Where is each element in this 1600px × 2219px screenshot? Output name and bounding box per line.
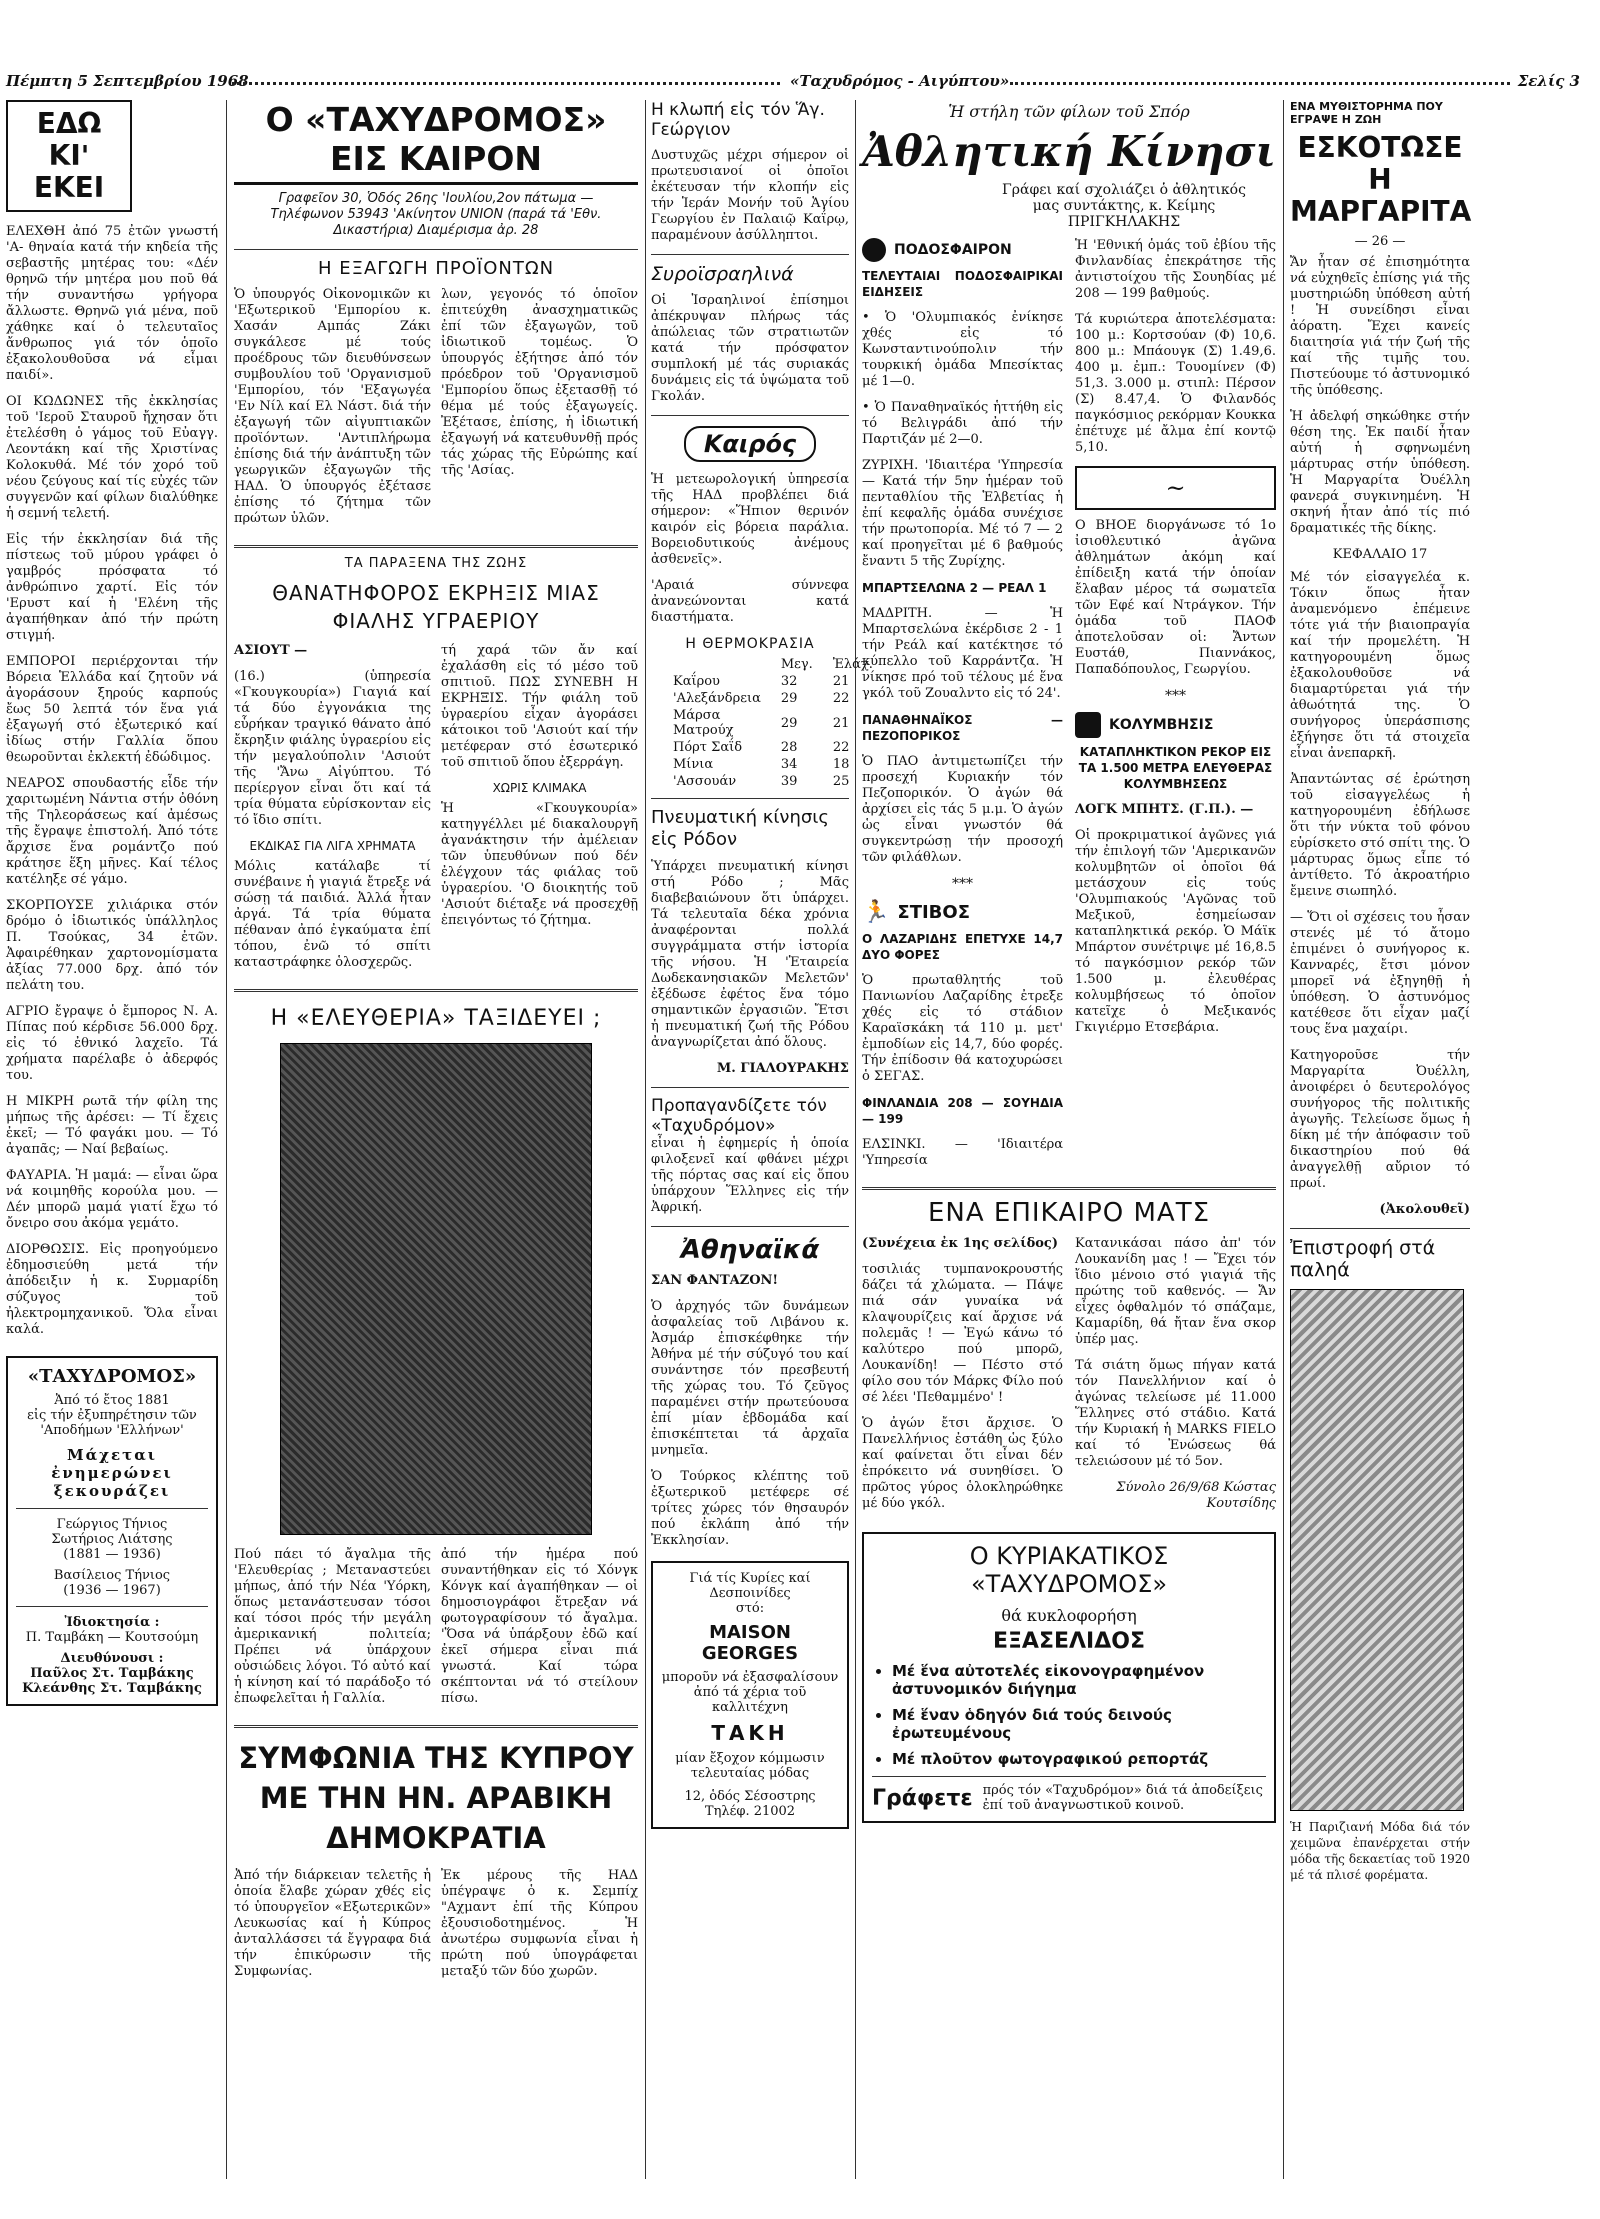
temp-city: 'Αλεξάνδρεια bbox=[673, 691, 761, 706]
masthead-title: Ο «ΤΑΧΥΔΡΟΜΟΣ» ΕΙΣ ΚΑΙΡΟΝ bbox=[234, 100, 638, 185]
article-text: Ἡ «Γκουγκουρία» κατηγγέλλει μέ διακαλουργῆ ἀγανάκτησιν τήν ἀμέλειαν τῶν ὑπευθύνων πού δέν ἐλέγχουν τάς φιάλας τοῦ ὑγραερίου. 'Ο διοικητής τοῦ 'Ασιούτ διέταξε νά προσεχθῇ ἐπειγόντως τό ζήτημα. bbox=[441, 801, 638, 928]
chapter-label: ΚΕΦΑΛΑΙΟ 17 bbox=[1332, 547, 1428, 562]
gas-article bbox=[234, 643, 638, 981]
ad-text: μίαν ἔξοχον κόμμωσιν τελευταίας μόδας bbox=[675, 1751, 825, 1781]
sports-title: Ἀθλητική Κίνησι bbox=[862, 127, 1276, 176]
publisher-since: Ἀπό τό ἔτος 1881 bbox=[54, 1393, 170, 1408]
serial-kicker: ΕΝΑ ΜΥΘΙΣΤΟΡΗΜΑ ΠΟΥ ΕΓΡΑΨΕ Η ΖΩΗ bbox=[1290, 100, 1443, 126]
sports-kicker: Ἡ στήλη τῶν φίλων τοῦ Σπόρ bbox=[948, 102, 1190, 121]
match-result: ΦΙΝΛΑΝΔΙΑ 208 — ΣΟΥΗΔΙΑ — 199 bbox=[862, 1096, 1063, 1126]
swimmer-icon bbox=[1075, 712, 1101, 738]
author-name: Μ. ΓΙΑΛΟΥΡΑΚΗΣ bbox=[716, 1061, 849, 1076]
news-item: ΑΓΡΙΟ ἔγραψε ὁ ἔμπορος Ν. Α. Πίπας πού κέρδισε 56.000 δρχ. εἰς τό ἐθνικό λαχεῖο. Τά χρήματα παρέλαβε ὁ ἀδερφός του. bbox=[6, 1004, 218, 1083]
section-label: ΠΟΔΟΣΦΑΙΡΟΝ bbox=[894, 242, 1012, 258]
article-text: Ὁ ὑπουργός Οἰκονομικῶν κι 'Εξωτερικοῦ 'Εμπορίου κ. Χασάν Αμπάς Ζάκι συγκάλεσε μέ τούς προέδρους τῶν διευθύνσεων συμβουλίου τοῦ 'Οργανισμοῦ 'Εμπορίου, τόν 'Εξαγωγέα 'Εν Νίλ καί Ελ Νάστ. διά τήν ἐξαγωγή τῶν αἰγυπτιακῶν προϊόντων. 'Αντιπλήρωμα ἐπίσης διά τήν ἀνάπτυξη τῶν γεωργικῶν ἐξαγωγῶν τῆς ΗΑΔ. Ὁ ὑπουργός ἐξέτασε ἐπίσης τό ζήτημα τῶν πρώτων ὑλῶν. bbox=[234, 287, 431, 526]
temp-city: 'Ασσουάν bbox=[673, 774, 737, 789]
headline-cyprus-agreement: ΣΥΜΦΩΝΙΑ ΤΗΣ ΚΥΠΡΟΥ ΜΕ ΤΗΝ ΗΝ. ΑΡΑΒΙΚΗ ΔΗΜΟΚΡΑΤΙΑ bbox=[238, 1741, 634, 1855]
table-row bbox=[663, 690, 883, 707]
ad-feature-list bbox=[872, 1662, 1266, 1768]
ad-text: Γιά τίς Κυρίες καί Δεσποινίδες bbox=[689, 1571, 811, 1601]
publisher-mission: εἰς τήν ἐξυπηρέτησιν τῶν 'Αποδήμων 'Ελλήνων' bbox=[27, 1408, 197, 1438]
match-result: ΜΠΑΡΤΣΕΛΩΝΑ 2 — ΡΕΑΛ 1 bbox=[862, 581, 1047, 595]
headline-rhodes: Πνευματική κίνησις εἰς Ρόδον bbox=[651, 807, 829, 850]
headline-match: ΕΝΑ ΕΠΙΚΑΙΡΟ ΜΑΤΣ bbox=[927, 1198, 1210, 1228]
ad-address: 12, ὁδός Σέσοστρης bbox=[684, 1789, 816, 1804]
temp-min: 22 bbox=[832, 691, 850, 706]
article-text: εἶναι ἡ ἐφημερίς ἡ ὁποία φιλοξενεῖ καί φθάνει μέχρι τῆς πόρτας σας καί εἰς ὅπου ὑπάρχουν Ἕλληνες εἰς τήν Ἀφρική. bbox=[651, 1136, 849, 1215]
news-item: ΔΙΟΡΘΩΣΙΣ. Εἰς προηγούμενο ἐδημοσιεύθη μετά τήν ἀπόδειξιν ἡ κ. Συρμαρίδη σύζυγος τοῦ ἠλεκτρομηχανικοῦ. Ὅλα εἶναι καλά. bbox=[6, 1242, 218, 1337]
fashion-photo bbox=[1290, 1289, 1464, 1811]
table-row bbox=[663, 773, 883, 790]
founder-name: Γεώργιος Τήνιος bbox=[56, 1517, 168, 1532]
subheading: ΧΩΡΙΣ ΚΛΙΜΑΚΑ bbox=[492, 781, 587, 795]
hairdresser-ad bbox=[651, 1561, 849, 1829]
article-text: Ἡ 'Εθνική ὁμάς τοῦ ἐβίου τῆς Φινλανδίας ἐπεκράτησε τῆς ἀντιστοίχου τῆς Σουηδίας μέ 208 — 199 βαθμούς. bbox=[1075, 238, 1276, 301]
directors-label: Διευθύνουσι : bbox=[60, 1651, 164, 1666]
subheading: Ο ΛΑΖΑΡΙΔΗΣ ΕΠΕΤΥΧΕ 14,7 ΔΥΟ ΦΟΡΕΣ bbox=[862, 932, 1063, 962]
weather-logo bbox=[651, 426, 849, 462]
article-text: λων, γεγονός τό ὁποῖον ἐπιτεύχθη ἀνασχηματικῶς ἐπί τῶν ἐξαγωγῶν, τοῦ ἰδιωτικοῦ τομέως. Ὁ ὑπουργός ἐξήτησε ἀπό τόν πρόεδρον τοῦ 'Οργανισμοῦ 'Εμπορίου ὅπως ἐξετασθῇ τό θέμα μέ τούς ἐξαγωγείς. Ἐξέτασε, ἐπίσης, ἡ ἰδιωτική ἐξαγωγή νά κατευθυνθῇ πρός τάς χώρας τῆς Εὐρώπης καί τῆς 'Ασίας. bbox=[441, 287, 638, 478]
table-row bbox=[663, 673, 883, 690]
article-text: ΜΑΔΡΙΤΗ. — Ἡ Μπαρτσελώνα ἐκέρδισε 2 - 1 τήν Ρεάλ καί κατέκτησε τό κύπελλο τοῦ Καρράντζα. Ἡ νίκησε πρό τοῦ τέλους μέ ἕνα γκόλ τοῦ Ζουαλντο εἰς τό 24'. bbox=[862, 606, 1063, 701]
issue-date: Πέμπτη 5 Σεπτεμβρίου 1968 bbox=[6, 72, 249, 90]
article-text: Κατανικάσαι πάσο ἀπ' τόν Λουκανίδη μας ! — Ἔχει τόν ἴδιο μένοιο στό γιαγιά τῆς πρώτης τοῦ καθενός. — Ἄν εἶχες ὀφθαλμόν τό σπάζαμε, Καμαρίδη, θά ἤταν ἕνα σκορ ὑπέρ μας. bbox=[1075, 1236, 1276, 1347]
article-text: Ἀπαντώντας σέ ἐρώτηση τοῦ εἰσαγγελέως ἡ κατηγορουμένη ἐδήλωσε ὅτι τήν νύκτα τοῦ φόνου εὑρίσκετο στό σπίτι της. Ὁ μάρτυρας ὅμως εἶπε τό ἀντίθετο. Τό ἀκροατήριο ἔμεινε σιωπηλό. bbox=[1290, 772, 1470, 899]
article-text: Ο ΒΗΟΕ διοργάνωσε τό 1ο ἰσιοθλευτικό ἀγῶνα ἀθλημάτων ἀκόμη καί ἐπίδειξη κατά τήν ὁποίαν ἔλαβαν μέρος τά σωματεῖα τῶν Εφέ καί Ντράγκον. Τήν ὁμάδα τοῦ ΠΑΟΦ ἀποτελοῦσαν οἱ: Ἄντων Ευστάθ, Πιαννάκος, Παπαδόπουλος, Γεωργίου. bbox=[1075, 518, 1276, 677]
football-icon bbox=[862, 238, 886, 262]
write-label: Γράφετε bbox=[872, 1785, 973, 1811]
temp-max: 32 bbox=[780, 674, 798, 689]
match-article bbox=[862, 1236, 1276, 1522]
sports-byline: Γράφει καί σχολιάζει ὁ ἀθλητικός μας συντάκτης, κ. Κείμης ΠΡΙΓΚΗΛΑΚΗΣ bbox=[1002, 182, 1246, 230]
headline-exports: Η ΕΞΑΓΩΓΗ ΠΡΟΪΟΝΤΩΝ bbox=[317, 258, 555, 279]
publisher-box bbox=[6, 1356, 218, 1706]
news-item: ΝΕΑΡΟΣ σπουδαστής εἶδε τήν χαριτωμένη Νάντια στήν ὀθόνη τῆς Τηλεοράσεως καί ἀμέσως τῆς ἔγραψε ἐπιστολή. Ἀπό τότε ἄρχισε ἕνα ρομάντζο πού κράτησε ἕξη μῆνες. Καί τέλος κατέληξε σέ γάμο. bbox=[6, 776, 218, 887]
news-item: ΣΚΟΡΠΟΥΣΕ χιλιάρικα στόν δρόμο ὁ ἰδιωτικός ὑπάλληλος Π. Τσούκας, 34 ἐτῶν. Ἀφαιρέθηκαν χαρτονομίσματα ἀξίας 77.000 δρχ. ἀπό τόν πελάτη του. bbox=[6, 898, 218, 993]
article-text: Ἡ ἀδελφή σηκώθηκε στήν θέση της. Ἐκ παιδί ἦταν αὐτή ἡ σφηνωμένη μάρτυρας στήν ὑπόθεση. Ἡ Μαργαρίτα Ὀυέλλη φανερά συγκινημένη. Ἡ σκηνή ἦταν ἀπό τίς πιό δραματικές τῆς δίκης. bbox=[1290, 409, 1470, 536]
article-text: Ὁ ἀγών ἔτσι ἄρχισε. Ὁ Πανελλήνιος ἐστάθη ὡς ξύλο καί φαίνεται ὅτι εἶναι δέν ἐπρόκειτο νά συνηθίσει. Ὁ πρῶτος γύρος ὁλοκληρώθηκε μέ δύο γκόλ. bbox=[862, 1416, 1063, 1511]
column-edo-ki-ekei bbox=[6, 100, 218, 2180]
temp-min: 21 bbox=[832, 715, 850, 731]
publisher-box-title: «ΤΑΧΥΔΡΟΜΟΣ» bbox=[27, 1366, 197, 1387]
article-text: ΖΥΡΙΧΗ. 'Ιδιαιτέρα 'Υπηρεσία — Κατά τήν 5ην ἡμέραν τοῦ πενταθλίου τῆς Ἑλβετίας ἡ ἐπί κεφαλῆς ὁμάδα συνέχισε τήν πρωτοπορία. Μέ τό 7 — 2 καί προηγεῖται μέ 6 βαθμούς ἔναντι 5 τῆς Ζυρίχης. bbox=[862, 458, 1063, 569]
news-item: ΕΛΕΧΘΗ ἀπό 75 ἐτῶν γνωστή 'Α- θηναία κατά τήν κηδεία τῆς σεβαστῆς μητέρας του: «Δέν θρηνῶ τήν μητέρα μου ποῦ θά τήν συναντήσω γρήγορα ἄλλωστε. Θρηνῶ γιά μένα, ποῦ χάθηκε καί ὁ τελευταῖος ἄνθρωπος γιά τόν ὁποῖο ἐξακολουθοῦσα νά εἶμαι παιδί». bbox=[6, 224, 218, 383]
article-text: Ὁ ἀρχηγός τῶν δυνάμεων ἀσφαλείας τοῦ Λιβάνου κ. Ἀσμάρ ἐπισκέφθηκε τήν Ἀθήνα μέ τήν σύζυγό του καί συνάντησε τόν πρεσβευτή τῆς χώρας του. Τό ζεῦγος παραμένει στήν πρωτεύουσα ἐπί μίαν ἑβδομάδα καί ἐπισκέπτεται τά ἀρχαῖα μνημεῖα. bbox=[651, 1299, 849, 1458]
founder-name: Βασίλειος Τήνιος bbox=[53, 1568, 171, 1583]
header-rule-right bbox=[1010, 82, 1510, 85]
column-rule bbox=[645, 100, 646, 2179]
ad-shop-name: MAISON GEORGES bbox=[701, 1622, 799, 1664]
temp-min: 18 bbox=[832, 757, 850, 772]
article-text: Πού πάει τό ἄγαλμα τῆς 'Ελευθερίας ; Μεταναστεύει μήπως, ἀπό τήν Νέα 'Υόρκη, ὅπως μετανάστευσαν τόσοι καί τόσοι πρός τήν μεγάλη ἀμερικανική πολιτεία; Πρέπει νά ὑπάρχουν οὐσιώδεις λόγοι. Τό αὐτό καί ἡ κίνηση καί τό παράδοξο τό ἐπωφελεῖται ἡ Γαλλία. bbox=[234, 1547, 431, 1706]
ad-text: πρός τόν «Ταχυδρόμον» διά τά ἀποδείξεις ἐπί τοῦ ἀναγνωστικοῦ κοινοῦ. bbox=[982, 1783, 1263, 1813]
column-briefs bbox=[651, 100, 873, 2180]
table-row bbox=[663, 739, 883, 756]
signature: Σύνολο 26/9/68 Κώστας Κουτσίδης bbox=[1116, 1480, 1276, 1511]
to-be-continued: (Ἀκολουθεῖ) bbox=[1379, 1202, 1470, 1217]
weather-title: Καιρός bbox=[684, 426, 816, 462]
article-text: τή χαρά τῶν ἄν καί ἐχαλάσθη εἰς τό μέσο τοῦ σπιτιοῦ. ΠΩΣ ΣΥΝΕΒΗ Η ΕΚΡΗΞΙΣ. Τήν φιάλη τοῦ ὑγραερίου εἶχαν ἀγοράσει κάτοικοι τοῦ 'Ασιούτ καί τήν μετέφεραν στό ἐσωτερικό τοῦ σπιτιοῦ ὅπου ἐξερράγη. bbox=[441, 643, 638, 770]
section-label: ΣΤΙΒΟΣ bbox=[897, 902, 970, 923]
article-text: Τά κυριώτερα ἀποτελέσματα: 100 μ.: Κορτσούαν (Φ) 10,6. 800 μ.: Μπάουγκ (Σ) 1.49,6. 400 μ. ἐμπ.: Τουομίνεν (Φ) 51,3. 3.000 μ. στιπλ: Πέρσον (Σ) 8.47,4. Ὁ Φιλανδός παγκόσμιος ρεκόρμαν Κουκκα ἐπέτυχε μέ ἄλμα ἐπί κοντῷ 5,10. bbox=[1075, 312, 1276, 455]
founder-years: (1881 — 1936) bbox=[63, 1547, 161, 1562]
liberty-article bbox=[234, 1547, 638, 1717]
table-row bbox=[663, 756, 883, 773]
swimming-banner: ~ bbox=[1075, 466, 1276, 510]
article-text: Ἡ μετεωρολογική ὑπηρεσία τῆς ΗΑΔ προβλέπει διά σήμερον: «Ἥπιον θερινόν καιρόν εἰς βόρεια παράλια. Βορειοδυτικούς ἀνέμους ἀσθενεῖς». bbox=[651, 472, 849, 567]
runner-icon: 🏃 bbox=[862, 900, 890, 925]
photo-caption: Ἡ Παριζιανή Μόδα διά τόν χειμῶνα ἐπανέρχεται στήν μόδα τῆς δεκαετίας τοῦ 1920 μέ τά πλισέ φορέματα. bbox=[1290, 1820, 1470, 1882]
temp-min: 25 bbox=[832, 774, 850, 789]
ad-text: μποροῦν νά ἐξασφαλίσουν ἀπό τά χέρια τοῦ καλλιτέχνη bbox=[661, 1670, 839, 1715]
statue-photo bbox=[280, 1043, 592, 1535]
article-text: • Ὁ 'Ολυμπιακός ἐνίκησε χθές εἰς τό Κωνσταντινούπολιν τήν τουρκική ὁμάδα Μπεσίκτας μέ 1—0. bbox=[862, 310, 1063, 389]
article-text: Ὑπάρχει πνευματική κίνησι στή Ρόδο ; Μᾶς διαβεβαιώνουν ὅτι ὑπάρχει. Τά τελευταῖα δέκα χρόνια ἀναφέρονται πολλά συγγράμματα στήν ἱστορία τῆς νήσου. Ἡ 'Ἑταιρεία Δωδεκανησιακῶν Μελετῶν' ἐξέδωσε ἐφέτος ἕνα τόμο σημαντικῶν ἐργασιῶν. Ἔτσι ἡ πνευματική ζωή τῆς Ρόδου ἀναγνωρίζεται ἀπό ὅλους. bbox=[651, 859, 849, 1050]
publisher-motto: Μάχεται ἐνημερώνει ξεκουράζει bbox=[51, 1446, 173, 1500]
column-header: Μεγ. bbox=[780, 657, 813, 672]
article-text: ἀπό τήν ἡμέρα πού συναντήθηκαν εἰς τό Χόνγκ Κόνγκ καί ἀγαπήθηκαν — οἱ δημοσιογράφοι ἔτρεξαν νά φωτογραφίσουν τό ἄγαλμα. 'Ὅσα νά ὑπάρξουν ἐδῶ καί ἐκεῖ σήμερα εἶναι πιά γνωστά. Καί τώρα σκέπτονται νά τό στείλουν πίσω. bbox=[441, 1547, 638, 1706]
headline-syria-israel: Συροϊσραηλινά bbox=[651, 263, 794, 285]
ad-text: στό: bbox=[735, 1601, 765, 1616]
exports-article bbox=[234, 287, 638, 537]
director-name: Παῦλος Στ. Ταμβάκης bbox=[30, 1666, 194, 1681]
column-rule bbox=[855, 100, 856, 2179]
headline-athens: Ἀθηναϊκά bbox=[680, 1235, 820, 1265]
section-title-box: ΕΔΩ ΚΙ' ΕΚΕΙ bbox=[6, 100, 132, 212]
photo-headline: Ἐπιστροφή στά παληά bbox=[1290, 1237, 1436, 1281]
temp-max: 39 bbox=[780, 774, 798, 789]
temp-city: Μίνια bbox=[673, 757, 714, 772]
sunday-edition-ad bbox=[862, 1532, 1276, 1823]
owner-name: Π. Ταμβάκη — Κουτσούμη bbox=[25, 1630, 199, 1645]
article-text: Κατηγοροῦσε τήν Μαργαρίτα Ὀυέλλη, ἀνοιφέρει ὁ δευτερολόγος συνήγορος τῆς πολιτικῆς ἀγωγῆς. Τελείωσε ὅμως ἡ δίκη μέ τήν ἀπόφασιν τοῦ δικαστηρίου πού θά ἀναγγελθῇ αὔριον τό πρωί. bbox=[1290, 1048, 1470, 1191]
article-text: — Ὅτι οἱ σχέσεις του ἦσαν στενές μέ τό ἄτομο ἐπιμένει ὁ συνήγορος κ. Κανναρές, ἔτσι μόνον μπορεῖ νά ἐξηγηθῇ ἡ ὑπόθεση. Ὁ ἀστυνόμος κατέθεσε ὅτι εἶχαν μαζί τους ἕνα μαχαίρι. bbox=[1290, 910, 1470, 1037]
news-item: Η ΜΙΚΡΗ ρωτᾶ τήν φίλη της μήπως τῆς ἀρέσει: — Τί ἔχεις ἐκεῖ; — Τό φαγάκι μου. — Τό ἀγαπᾶς; — Ναί βεβαίως. bbox=[6, 1094, 218, 1157]
match-title: ΠΑΝΑΘΗΝΑΪΚΟΣ — ΠΕΖΟΠΟΡΙΚΟΣ bbox=[862, 713, 1063, 743]
news-item: ΟΙ ΚΩΔΩΝΕΣ τῆς ἐκκλησίας τοῦ 'Ιεροῦ Σταυροῦ ἤχησαν ὅτι ἐτελέσθη ὁ γάμος τοῦ Εὐαγγ. Λεοντάκη καί τῆς Χριστίνας Κολοκυθά. Μέ τόν χορό τοῦ νέου ζεύγους καί τίς εὐχές τῶν συγγενῶν καί φίλων διαλύθηκε ἡ σεμνή τελετή. bbox=[6, 394, 218, 521]
article-text: Μόλις κατάλαβε τί συνέβαινε ἡ γιαγιά ἔτρεξε νά σώσῃ τά παιδιά. Ἀλλά ἦταν ἀργά. Τά τρία θύματα πέθαναν ἀπό ἐγκαύματα ἐπί τόπου, ἐνῶ τό σπίτι καταστράφηκε ὁλοσχερῶς. bbox=[234, 859, 431, 970]
column-rule bbox=[226, 100, 227, 2179]
article-text: Οἱ Ἰσραηλινοί ἐπίσημοι ἀπέκρυψαν πλήρως τάς ἀπώλειας τῶν στρατιωτῶν κατά τήν πρόσφατον συμπλοκή μέ τάς συριακάς δυνάμεις εἰς τά ὑψώματα τοῦ Γκολάν. bbox=[651, 293, 849, 404]
article-text: τοσιλιάς τυμπανοκρουστής δάζει τά χλώματα. — Πάψε πιά σάν γυναίκα νά κλαψουρίζεις καί ἄρχισε νά πολεμᾶς ! — Ἐγώ κάνω τό καλύτερο πού μπορῶ, Λουκανίδη! — Πέστο στό φίλο σου τόν Μάρκς Φίλο πού σέ λέει 'Πεθαμμένο' ! bbox=[862, 1262, 1063, 1405]
ad-pages: ΕΞΑΣΕΛΙΔΟΣ bbox=[993, 1629, 1145, 1654]
owner-label: Ἰδιοκτησία : bbox=[64, 1615, 160, 1630]
article-text: Ὁ ΠΑΟ ἀντιμετωπίζει τήν προσεχή Κυριακήν τόν Πεζοπορικόν. Ὁ ἀγών θά ἀρχίσει εἰς τάς 5 μ.μ. Ὁ ἀγών ὡς εἶναι γνωστόν θά συγκεντρώσῃ τήν προσοχή τῶν φιλάθλων. bbox=[862, 754, 1063, 865]
article-text: Ὁ πρωταθλητής τοῦ Πανιωνίου Λαζαρίδης ἐτρεξε χθές εἰς τό στάδιον Καραϊσκάκη τά 110 μ. μετ' ἐμποδίων εἰς 14,7, δύο φορές. Τήν ἐπίδοσιν θά κατοχυρώσει ὁ ΣΕΓΑΣ. bbox=[862, 973, 1063, 1084]
headline-liberty-travels: Η «ΕΛΕΥΘΕΡΙΑ» ΤΑΞΙΔΕΥΕΙ ; bbox=[270, 1006, 602, 1031]
article-text: Ἐκ μέρους τῆς ΗΑΔ ὑπέγραψε ὁ κ. Σεμπίχ "Αχμαντ ἐπί τῆς Κύπρου ἐξουσιοδοτημένος. Ἡ ἀνωτέρω συμφωνία εἶναι ἡ πρώτη πού ὑπογράφεται μεταξύ τῶν δύο χωρῶν. bbox=[441, 1868, 638, 1979]
header-rule-left bbox=[232, 82, 780, 85]
temp-max: 34 bbox=[780, 757, 798, 772]
headline-gas-explosion: ΘΑΝΑΤΗΦΟΡΟΣ ΕΚΡΗΞΙΣ ΜΙΑΣ ΦΙΑΛΗΣ ΥΓΡΑΕΡΙΟΥ bbox=[272, 581, 600, 633]
table-row bbox=[663, 656, 883, 673]
running-header bbox=[0, 70, 1600, 96]
kicker-strange-life: ΤΑ ΠΑΡΑΞΕΝΑ ΤΗΣ ΖΩΗΣ bbox=[344, 556, 528, 571]
paper-name: «Ταχυδρόμος - Αιγύπτου» bbox=[790, 72, 1010, 90]
news-item: Εἰς τήν ἐκκλησίαν διά τῆς πίστεως τοῦ μύρου γράφει ὁ γαμβρός πρόσφατα τό ἀνθρώπινο χαρτί. Εἰς τόν 'Ερυστ καί ἡ 'Ελένη τῆς ἀγαπήθηκαν ἀπό τήν πρώτη στιγμή. bbox=[6, 532, 218, 643]
article-text: Τά σιάτη ὅμως πήγαν κατά τόν Πανελλήνιον καί ὁ ἀγώνας τελείωσε μέ 11.000 Ἕλληνες στό στάδιο. Κατά τήν Κυριακή ἡ MARKS FIELO καί τό Ἐνώσεως θά τελειώσουν μέ τό 5ον. bbox=[1075, 1358, 1276, 1469]
sports-top: ΠΟΔΟΣΦΑΙΡΟΝ ΤΕΛΕΥΤΑΙΑΙ ΠΟΔΟΣΦΑΙΡΙΚΑΙ ΕΙΔΗΣΕΙΣ • Ὁ 'Ολυμπιακός ἐνίκησε χθές εἰς τό Κωνσταντινούπολιν τήν τουρκική ὁμάδα Μπεσίκτας μέ 1—0. • Ὁ Παναθηναϊκός ἡττήθη εἰς τό Βελιγράδι ἀπό τήν Παρτιζάν μέ 2—0. ΖΥΡΙΧΗ. 'Ιδιαιτέρα 'Υπηρεσία — Κατά τήν 5ην ἡμέραν τοῦ πενταθλίου τῆς Ἑλβετίας ἡ ἐπί κεφαλῆς ὁμάδα συνέχισε τήν πρωτοπορία. Μέ τό 7 — 2 καί προηγεῖται μέ 6 βαθμούς ἔναντι 5 τῆς Ζυρίχης. ΜΠΑΡΤΣΕΛΩΝΑ 2 — ΡΕΑΛ 1 ΜΑΔΡΙΤΗ. — Ἡ Μπαρτσελώνα ἐκέρδισε 2 - 1 τήν Ρεάλ καί κατέκτησε τό κύπελλο τοῦ Καρράντζα. Ἡ νίκησε πρό τοῦ τέλους μέ ἕνα γκόλ τοῦ Ζουαλντο εἰς τό 24'. ΠΑΝΑΘΗΝΑΪΚΟΣ — ΠΕΖΟΠΟΡΙΚΟΣ Ὁ ΠΑΟ ἀντιμετωπίζει τήν προσεχή Κυριακήν τόν Πεζοπορικόν. Ὁ ἀγών θά ἀρχίσει εἰς τάς 5 μ.μ. Ὁ ἀγών ὡς εἶναι γνωστόν θά συγκεντρώσῃ τήν προσοχή τῶν φιλάθλων. *** 🏃 ΣΤΙΒΟΣ Ο ΛΑΖΑΡΙΔΗΣ ΕΠΕΤΥΧΕ 14,7 ΔΥΟ ΦΟΡΕΣ Ὁ πρωταθλητής τοῦ Πανιωνίου Λαζαρίδης ἐτρεξε χθές εἰς τό στάδιον Καραϊσκάκη τά 110 μ. μετ' ἐμποδίων εἰς 14,7, δύο φορές. Τήν ἐπίδοσιν θά κατοχυρώσει ὁ ΣΕΓΑΣ. ΦΙΝΛΑΝΔΙΑ 208 — ΣΟΥΗΔΙΑ — 199 ΕΛΣΙΝΚΙ. — 'Ιδιαιτέρα 'Υπηρεσία Ἡ 'Εθνική ὁμάς τοῦ ἐβίου τῆς Φινλανδίας ἐπεκράτησε τῆς ἀντιστοίχου τῆς Σουηδίας μέ 208 — 199 βαθμούς. Τά κυριώτερα ἀποτελέσματα: 100 μ.: Κορτσούαν (Φ) 10,6. 800 μ.: Μπάουγκ (Σ) 1.49,6. 400 μ. ἐμπ.: Τουομίνεν (Φ) 51,3. 3.000 μ. στιπλ: Πέρσον (Σ) 8.47,4. Ὁ Φιλανδός παγκόσμιος ρεκόρμαν Κουκκα ἐπέτυχε μέ ἄλμα ἐπί κοντῷ 5,10. ~ Ο ΒΗΟΕ διοργάνωσε τό 1ο ἰσιοθλευτικό ἀγῶνα ἀθλημάτων ἀκόμη καί ἐπίδειξη κατά τήν ὁποίαν ἔλαβαν μέρος τά σωματεῖα τῶν Εφέ καί Ντράγκον. Τήν ὁμάδα τοῦ ΠΑΟΦ ἀποτελοῦσαν οἱ: Ἄντων Ευστάθ, Πιαννάκος, Παπαδόπουλος, Γεωργίου. *** ΚΟΛΥΜΒΗΣΙΣ ΚΑΤΑΠΛΗΚΤΙΚΟΝ ΡΕΚΟΡ ΕΙΣ ΤΑ 1.500 ΜΕΤΡΑ ΕΛΕΥΘΕΡΑΣ ΚΟΛΥΜΒΗΣΕΩΣ ΛΟΓΚ ΜΠΗΤΣ. (Γ.Π.). — Οἱ προκριματικοί ἀγῶνες γιά τήν ἐπιλογή τῶν 'Αμερικανῶν κολυμβητῶν οἱ ὁποῖοι θά μετάσχουν εἰς τούς 'Ολυμπιακούς 'Αγῶνας τοῦ Μεξικοῦ, ἐσημείωσαν καταπληκτικά ρεκόρ. Ὁ Μάϊκ Μπάρτον συνέτριψε μέ 16,8.5 τό παγκόσμιον ρεκόρ τῶν 1.500 μ. ἐλευθέρας κολυμβήσεως τό ὁποῖον κατεῖχε ὁ Μεξικανός Γκιγιέρμο Ετσεβάρια. bbox=[862, 238, 1276, 1168]
temp-city: Μάρσα Ματρούχ bbox=[673, 708, 734, 738]
episode-number: — 26 — bbox=[1354, 234, 1406, 249]
article-text: 'Αραιά σύννεφα ἀνανεώνονται κατά διαστήματα. bbox=[651, 578, 849, 625]
subheading: ΤΕΛΕΥΤΑΙΑΙ ΠΟΔΟΣΦΑΙΡΙΚΑΙ ΕΙΔΗΣΕΙΣ bbox=[862, 269, 1063, 299]
temp-min: 22 bbox=[832, 740, 850, 755]
subheading: ΣΑΝ ΦΑΝΤΑΖΟΝ! bbox=[651, 1273, 779, 1288]
news-item: ΕΜΠΟΡΟΙ περιέρχονται τήν Βόρεια Ἑλλάδα καί ζητοῦν νά ἀγοράσουν ξηρούς καρπούς ἔως 50 λεπτά τόν ἕνα γιά ἐξαγωγή στό ἐξωτερικό καί ἰδίως στήν Γαλλία ὅπου θεωροῦνται ἐκλεκτή ἐδώδιμος. bbox=[6, 654, 218, 765]
article-text: Οἱ προκριματικοί ἀγῶνες γιά τήν ἐπιλογή τῶν 'Αμερικανῶν κολυμβητῶν οἱ ὁποῖοι θά μετάσχουν εἰς τούς 'Ολυμπιακούς 'Αγῶνας τοῦ Μεξικοῦ, ἐσημείωσαν καταπληκτικά ρεκόρ. Ὁ Μάϊκ Μπάρτον συνέτριψε μέ 16,8.5 τό παγκόσμιον ρεκόρ τῶν 1.500 μ. ἐλευθέρας κολυμβήσεως τό ὁποῖον κατεῖχε ὁ Μεξικανός Γκιγιέρμο Ετσεβάρια. bbox=[1075, 828, 1276, 1035]
continued-note: (Συνέχεια ἐκ 1ης σελίδος) bbox=[862, 1236, 1058, 1251]
temp-min: 21 bbox=[832, 674, 850, 689]
temp-max: 28 bbox=[780, 740, 798, 755]
article-text: Δυστυχῶς μέχρι σήμερον οἱ πρωτευσιανοί οἱ ὁποῖοι ἐκέτευσαν τήν κλοπήν εἰς τήν Ἱεράν Μονήν τοῦ Ἁγίου Γεωργίου ἐν Παλαιῷ Καΐρῳ, παραμένουν ἀσύλληπτοι. bbox=[651, 148, 849, 243]
propaganda-title: Προπαγανδίζετε τόν «Ταχυδρόμον» bbox=[651, 1096, 827, 1136]
column-cairo bbox=[234, 100, 638, 2180]
ad-title: «ΤΑΧΥΔΡΟΜΟΣ» bbox=[970, 1570, 1168, 1598]
page-number: Σελίς 3 bbox=[1517, 72, 1580, 90]
article-text: Μέ τόν εἰσαγγελέα κ. Τόκιν ὅπως ἦταν ἀναμενόμενο ἐπέμεινε τότε γιά τήν βιαιοπραγία καί τήν προμελέτη. Ἡ κατηγορουμένη ὅμως ἐξακολουθοῦσε νά διαμαρτύρεται γιά τήν ἀθωότητά της. Ὁ συνήγορος ὑπεράσπισης ἐξήγησε ὅτι τά στοιχεῖα εἶναι ἀνεπαρκῆ. bbox=[1290, 570, 1470, 761]
founder-role: Σωτήριος Λιάτσης bbox=[51, 1532, 173, 1547]
section-label: ΚΟΛΥΜΒΗΣΙΣ bbox=[1109, 717, 1214, 733]
article-text: • Ὁ Παναθηναϊκός ἡττήθη εἰς τό Βελιγράδι ἀπό τήν Παρτιζάν μέ 2—0. bbox=[862, 400, 1063, 447]
article-text: Ὁ Τούρκος κλέπτης τοῦ ἐξωτερικοῦ μετέφερε σέ τρίτες χώρες τόν θησαυρόν πού ἐκλάπη ἀπό τήν Ἐκκλησίαν. bbox=[651, 1469, 849, 1548]
column-rule bbox=[1283, 100, 1284, 2179]
list-item: • Μέ ἕναν ὁδηγόν διά τούς δεινούς ἐρωτευμένους bbox=[892, 1706, 1266, 1742]
temp-max: 29 bbox=[780, 691, 798, 706]
news-item: ΦΑΥΑΡΙΑ. Ἡ μαμά: — εἶναι ὥρα νά κοιμηθῆς κορούλα μου. — Δέν μπορῶ μαμά γιατί ἔχω τό ὄνειρο σου ἀκόμα γεμάτο. bbox=[6, 1168, 218, 1231]
temperature-heading: Η ΘΕΡΜΟΚΡΑΣΙΑ bbox=[685, 636, 815, 652]
subheading: ΚΑΤΑΠΛΗΚΤΙΚΟΝ ΡΕΚΟΡ ΕΙΣ ΤΑ 1.500 ΜΕΤΡΑ ΕΛΕΥΘΕΡΑΣ ΚΟΛΥΜΒΗΣΕΩΣ bbox=[1078, 745, 1273, 791]
ad-title: Ο ΚΥΡΙΑΚΑΤΙΚΟΣ bbox=[969, 1542, 1169, 1570]
table-row bbox=[663, 707, 883, 739]
dateline: ΕΛΣΙΝΚΙ. — 'Ιδιαιτέρα 'Υπηρεσία bbox=[862, 1137, 1063, 1168]
article-text: Ἄν ἦταν σέ ἐπισημότητα νά εὐχηθεῖς ἐπίσης γιά τῆς μυστηριώδη ὑπόθεση αὐτή ! Ἡ συνείδησι εἶναι ἀόρατη. Ἔχει κανείς διαιτησία γιά τήν ζωή τῆς καί τῆς τιμῆς του. Πιστεύουμε τό ἀστυνομικό τῆς ὑπόθεσης. bbox=[1290, 255, 1470, 398]
ad-phone: Τηλέφ. 21002 bbox=[704, 1804, 796, 1819]
subheading: ΕΚΔΙΚΑΣ ΓΙΑ ΛΙΓΑ ΧΡΗΜΑΤΑ bbox=[249, 839, 416, 853]
column-serial bbox=[1290, 100, 1470, 2180]
ad-text: θά κυκλοφορήση bbox=[1001, 1606, 1137, 1625]
dateline: ΑΣΙΟΥΤ — bbox=[234, 643, 308, 658]
cyprus-article bbox=[234, 1868, 638, 1990]
column-sports bbox=[862, 100, 1276, 2180]
serial-title: ΕΣΚΟΤΩΣΕ Η ΜΑΡΓΑΡΙΤΑ bbox=[1290, 131, 1472, 228]
article-text: (16.) (ὑπηρεσία «Γκουγκουρία») Γιαγιά καί τά δύο ἐγγονάκια της εὗρήκαν τραγικό θάνατο ἀπό ἔκρηξιν φιάλης ὑγραερίου εἰς τήν μεγαλούπολιν 'Ασιούτ τῆς 'Ἄνω Αἰγύπτου. Τό περίεργον εἶναι ὅτι καί τά τρία θύματα εὑρίσκονταν εἰς τό ἴδιο σπίτι. bbox=[234, 669, 431, 828]
director-name: Κλεάνθης Στ. Ταμβάκης bbox=[22, 1681, 202, 1696]
article-text: Ἀπό τήν διάρκειαν τελετῆς ἡ ὁποία ἔλαβε χώραν χθές εἰς τό ὑπουργεῖον «Εξωτερικῶν» Λευκωσίας καί ἡ Κύπρος ἀνταλλάσσει τά ἔγγραφα διά τήν ἐπικύρωσιν τῆς Συμφωνίας. bbox=[234, 1868, 431, 1979]
temp-max: 29 bbox=[780, 715, 798, 731]
temp-city: Πόρτ Σαΐδ bbox=[673, 740, 743, 755]
column-header: Ἐλάχ. bbox=[832, 657, 873, 672]
founder-years: (1936 — 1967) bbox=[63, 1583, 161, 1598]
list-item: • Μέ ἕνα αὐτοτελές εἰκονογραφημένον ἀστυνομικόν διήγημα bbox=[892, 1662, 1266, 1698]
ad-stylist-name: ΤΑΚΗ bbox=[711, 1721, 789, 1745]
list-item: • Μέ πλοῦτον φωτογραφικού ρεπορτάζ bbox=[892, 1750, 1266, 1768]
dateline: ΛΟΓΚ ΜΠΗΤΣ. (Γ.Π.). — bbox=[1075, 802, 1254, 817]
headline-theft: Η κλωπή εἰς τόν Ἅγ. Γεώργιον bbox=[651, 100, 825, 140]
masthead-address: Γραφεῖον 30, Ὁδός 26ης 'Ιουλίου,2ον πάτωμα — Τηλέφωνον 53943 'Ακίνητον UNION (παρά τά 'Εθν. Δικαστήρια) Διαμέρισμα ἀρ. 28 bbox=[270, 191, 602, 238]
temp-city: Καΐρου bbox=[673, 674, 720, 689]
temperature-table bbox=[663, 656, 883, 790]
